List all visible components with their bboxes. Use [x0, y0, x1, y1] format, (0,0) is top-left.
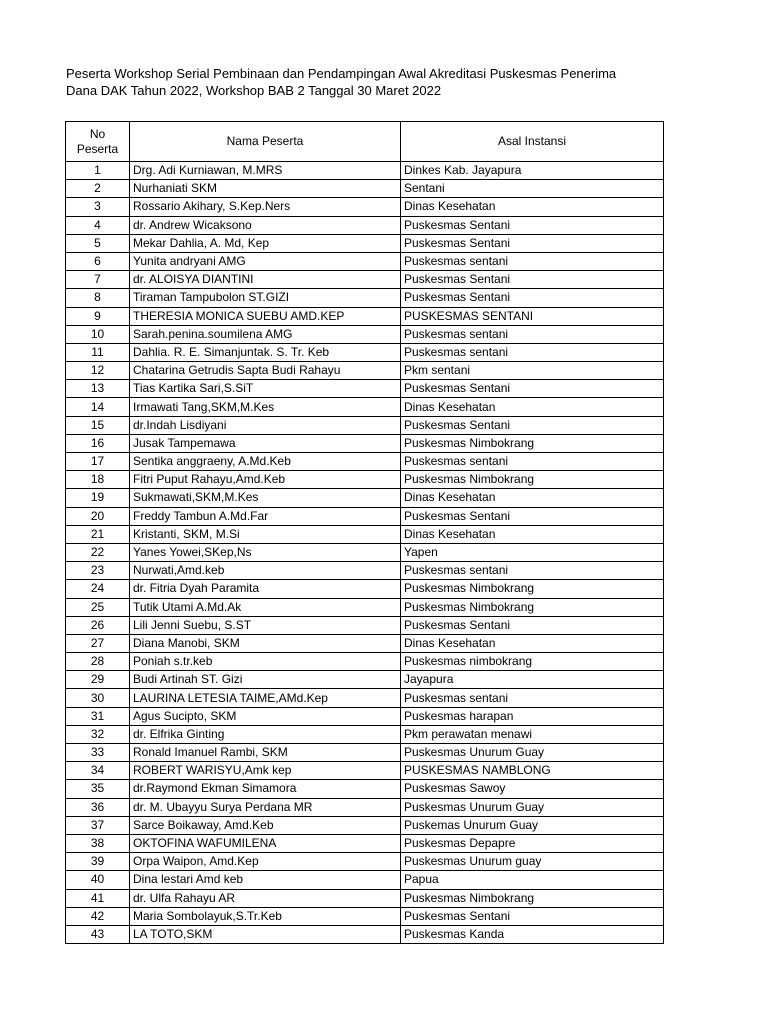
row-number: 40	[66, 871, 130, 889]
participant-institution: Sentani	[401, 180, 664, 198]
row-number: 12	[66, 362, 130, 380]
participant-name: Maria Sombolayuk,S.Tr.Keb	[130, 907, 401, 925]
table-row	[66, 252, 664, 270]
participant-institution: Puskesmas Unurum Guay	[401, 744, 664, 762]
participant-name: Nurwati,Amd.keb	[130, 562, 401, 580]
participant-name: Sukmawati,SKM,M.Kes	[130, 489, 401, 507]
participant-institution: Puskesmas Sentani	[401, 380, 664, 398]
participant-name: dr. Elfrika Ginting	[130, 725, 401, 743]
participant-name: Tiraman Tampubolon ST.GIZI	[130, 289, 401, 307]
participant-name: Sarce Boikaway, Amd.Keb	[130, 816, 401, 834]
participant-name: Poniah s.tr.keb	[130, 653, 401, 671]
participant-name: Sentika anggraeny, A.Md.Keb	[130, 453, 401, 471]
table-row	[66, 453, 664, 471]
table-row	[66, 362, 664, 380]
table-row	[66, 871, 664, 889]
table-row	[66, 325, 664, 343]
table-row	[66, 889, 664, 907]
table-row	[66, 689, 664, 707]
table-row	[66, 780, 664, 798]
row-number: 13	[66, 380, 130, 398]
participant-institution: Puskesmas harapan	[401, 707, 664, 725]
table-row	[66, 289, 664, 307]
participant-institution: Puskesmas Unurum guay	[401, 853, 664, 871]
participant-institution: Puskesmas Nimbokrang	[401, 598, 664, 616]
participant-institution: Puskesmas Sentani	[401, 416, 664, 434]
row-number: 26	[66, 616, 130, 634]
row-number: 27	[66, 634, 130, 652]
participant-name: Budi Artinah ST. Gizi	[130, 671, 401, 689]
table-row	[66, 598, 664, 616]
table-row	[66, 725, 664, 743]
participant-institution: Dinas Kesehatan	[401, 525, 664, 543]
row-number: 1	[66, 162, 130, 180]
row-number: 41	[66, 889, 130, 907]
table-row	[66, 216, 664, 234]
table-row	[66, 543, 664, 561]
table-row	[66, 398, 664, 416]
participant-name: THERESIA MONICA SUEBU AMD.KEP	[130, 307, 401, 325]
table-row	[66, 162, 664, 180]
row-number: 36	[66, 798, 130, 816]
participant-institution: Jayapura	[401, 671, 664, 689]
participant-institution: Pkm perawatan menawi	[401, 725, 664, 743]
table-row	[66, 853, 664, 871]
row-number: 15	[66, 416, 130, 434]
participant-name: dr. Ulfa Rahayu AR	[130, 889, 401, 907]
row-number: 34	[66, 762, 130, 780]
row-number: 23	[66, 562, 130, 580]
participant-name: Ronald Imanuel Rambi, SKM	[130, 744, 401, 762]
participant-name: Agus Sucipto, SKM	[130, 707, 401, 725]
table-row	[66, 816, 664, 834]
table-row	[66, 562, 664, 580]
participant-institution: Puskesmas Nimbokrang	[401, 889, 664, 907]
table-row	[66, 671, 664, 689]
table-row	[66, 471, 664, 489]
participant-name: Yanes Yowei,SKep,Ns	[130, 543, 401, 561]
participant-institution: Puskesmas Sentani	[401, 216, 664, 234]
row-number: 42	[66, 907, 130, 925]
participant-name: Tutik Utami A.Md.Ak	[130, 598, 401, 616]
participant-institution: Dinas Kesehatan	[401, 198, 664, 216]
participant-name: dr. Fitria Dyah Paramita	[130, 580, 401, 598]
participant-institution: Puskesmas Unurum Guay	[401, 798, 664, 816]
row-number: 24	[66, 580, 130, 598]
row-number: 10	[66, 325, 130, 343]
participant-name: LA TOTO,SKM	[130, 925, 401, 943]
participant-name: dr. Andrew Wicaksono	[130, 216, 401, 234]
participant-name: Kristanti, SKM, M.Si	[130, 525, 401, 543]
row-number: 43	[66, 925, 130, 943]
table-row	[66, 271, 664, 289]
row-number: 22	[66, 543, 130, 561]
table-row	[66, 180, 664, 198]
participant-name: Nurhaniati SKM	[130, 180, 401, 198]
row-number: 39	[66, 853, 130, 871]
participant-institution: Puskesmas nimbokrang	[401, 653, 664, 671]
row-number: 30	[66, 689, 130, 707]
participant-name: Dina lestari Amd keb	[130, 871, 401, 889]
table-row	[66, 525, 664, 543]
participant-name: Yunita andryani AMG	[130, 252, 401, 270]
row-number: 7	[66, 271, 130, 289]
row-number: 9	[66, 307, 130, 325]
table-row	[66, 307, 664, 325]
table-row	[66, 416, 664, 434]
participant-name: dr. ALOISYA DIANTINI	[130, 271, 401, 289]
participant-name: Lili Jenni Suebu, S.ST	[130, 616, 401, 634]
table-row	[66, 834, 664, 852]
participant-name: Sarah.penina.soumilena AMG	[130, 325, 401, 343]
participant-institution: Puskesmas sentani	[401, 453, 664, 471]
row-number: 2	[66, 180, 130, 198]
table-row	[66, 798, 664, 816]
participant-institution: Puskesmas Sentani	[401, 507, 664, 525]
participant-institution: Puskesmas Kanda	[401, 925, 664, 943]
row-number: 11	[66, 343, 130, 361]
table-header-row	[66, 122, 664, 162]
row-number: 5	[66, 234, 130, 252]
table-row	[66, 762, 664, 780]
row-number: 4	[66, 216, 130, 234]
participant-name: Jusak Tampemawa	[130, 434, 401, 452]
participant-name: Diana Manobi, SKM	[130, 634, 401, 652]
participant-name: Dahlia. R. E. Simanjuntak. S. Tr. Keb	[130, 343, 401, 361]
participant-institution: Puskesmas sentani	[401, 343, 664, 361]
participant-institution: PUSKESMAS NAMBLONG	[401, 762, 664, 780]
participant-name: Fitri Puput Rahayu,Amd.Keb	[130, 471, 401, 489]
table-row	[66, 380, 664, 398]
header-institution: Asal Instansi	[401, 122, 664, 162]
participant-name: Orpa Waipon, Amd.Kep	[130, 853, 401, 871]
participant-institution: Puskesmas Sentani	[401, 234, 664, 252]
row-number: 29	[66, 671, 130, 689]
row-number: 25	[66, 598, 130, 616]
row-number: 38	[66, 834, 130, 852]
participant-institution: Puskesmas sentani	[401, 562, 664, 580]
table-row	[66, 653, 664, 671]
participant-institution: Yapen	[401, 543, 664, 561]
participant-name: ROBERT WARISYU,Amk kep	[130, 762, 401, 780]
participant-table	[65, 121, 664, 944]
participant-name: dr.Raymond Ekman Simamora	[130, 780, 401, 798]
participant-name: LAURINA LETESIA TAIME,AMd.Kep	[130, 689, 401, 707]
participant-institution: Puskesmas Nimbokrang	[401, 471, 664, 489]
header-no-line-1: No	[89, 126, 106, 141]
row-number: 35	[66, 780, 130, 798]
table-row	[66, 234, 664, 252]
table-row	[66, 616, 664, 634]
participant-institution: Pkm sentani	[401, 362, 664, 380]
table-row	[66, 707, 664, 725]
table-row	[66, 507, 664, 525]
participant-name: Tias Kartika Sari,S.SiT	[130, 380, 401, 398]
participant-institution: Puskemas Unurum Guay	[401, 816, 664, 834]
header-name: Nama Peserta	[130, 122, 401, 162]
participant-name: Chatarina Getrudis Sapta Budi Rahayu	[130, 362, 401, 380]
document-title	[66, 65, 666, 99]
participant-institution: Puskesmas Depapre	[401, 834, 664, 852]
row-number: 3	[66, 198, 130, 216]
participant-institution: Dinas Kesehatan	[401, 489, 664, 507]
row-number: 20	[66, 507, 130, 525]
row-number: 37	[66, 816, 130, 834]
header-no-line-2: Peserta	[76, 141, 119, 156]
participant-institution: Puskesmas sentani	[401, 689, 664, 707]
participant-institution: PUSKESMAS SENTANI	[401, 307, 664, 325]
row-number: 8	[66, 289, 130, 307]
participant-institution: Puskesmas Sentani	[401, 616, 664, 634]
participant-institution: Puskesmas sentani	[401, 325, 664, 343]
participant-name: OKTOFINA WAFUMILENA	[130, 834, 401, 852]
participant-institution: Papua	[401, 871, 664, 889]
participant-name: Rossario Akihary, S.Kep.Ners	[130, 198, 401, 216]
title-line-1: Peserta Workshop Serial Pembinaan dan Pendampingan Awal Akreditasi Puskesmas Penerima	[66, 66, 617, 81]
participant-name: Freddy Tambun A.Md.Far	[130, 507, 401, 525]
row-number: 6	[66, 252, 130, 270]
table-body	[66, 162, 664, 944]
table-row	[66, 489, 664, 507]
row-number: 17	[66, 453, 130, 471]
participant-name: Mekar Dahlia, A. Md, Kep	[130, 234, 401, 252]
participant-institution: Puskesmas Sentani	[401, 289, 664, 307]
row-number: 16	[66, 434, 130, 452]
participant-institution: Dinkes Kab. Jayapura	[401, 162, 664, 180]
participant-institution: Puskesmas Sawoy	[401, 780, 664, 798]
participant-institution: Dinas Kesehatan	[401, 634, 664, 652]
table-row	[66, 343, 664, 361]
table-row	[66, 925, 664, 943]
participant-institution: Puskesmas Sentani	[401, 907, 664, 925]
row-number: 31	[66, 707, 130, 725]
header-no	[66, 122, 130, 162]
row-number: 33	[66, 744, 130, 762]
participant-name: Irmawati Tang,SKM,M.Kes	[130, 398, 401, 416]
table-row	[66, 580, 664, 598]
row-number: 19	[66, 489, 130, 507]
row-number: 14	[66, 398, 130, 416]
row-number: 32	[66, 725, 130, 743]
table-row	[66, 907, 664, 925]
participant-institution: Puskesmas Nimbokrang	[401, 434, 664, 452]
participant-institution: Puskesmas Sentani	[401, 271, 664, 289]
table-row	[66, 434, 664, 452]
participant-institution: Puskesmas Nimbokrang	[401, 580, 664, 598]
row-number: 21	[66, 525, 130, 543]
participant-name: dr.Indah Lisdiyani	[130, 416, 401, 434]
participant-institution: Puskesmas sentani	[401, 252, 664, 270]
participant-name: Drg. Adi Kurniawan, M.MRS	[130, 162, 401, 180]
participant-institution: Dinas Kesehatan	[401, 398, 664, 416]
row-number: 28	[66, 653, 130, 671]
table-row	[66, 744, 664, 762]
title-line-2: Dana DAK Tahun 2022, Workshop BAB 2 Tanggal 30 Maret 2022	[66, 83, 442, 98]
table-row	[66, 198, 664, 216]
row-number: 18	[66, 471, 130, 489]
table-row	[66, 634, 664, 652]
participant-name: dr. M. Ubayyu Surya Perdana MR	[130, 798, 401, 816]
